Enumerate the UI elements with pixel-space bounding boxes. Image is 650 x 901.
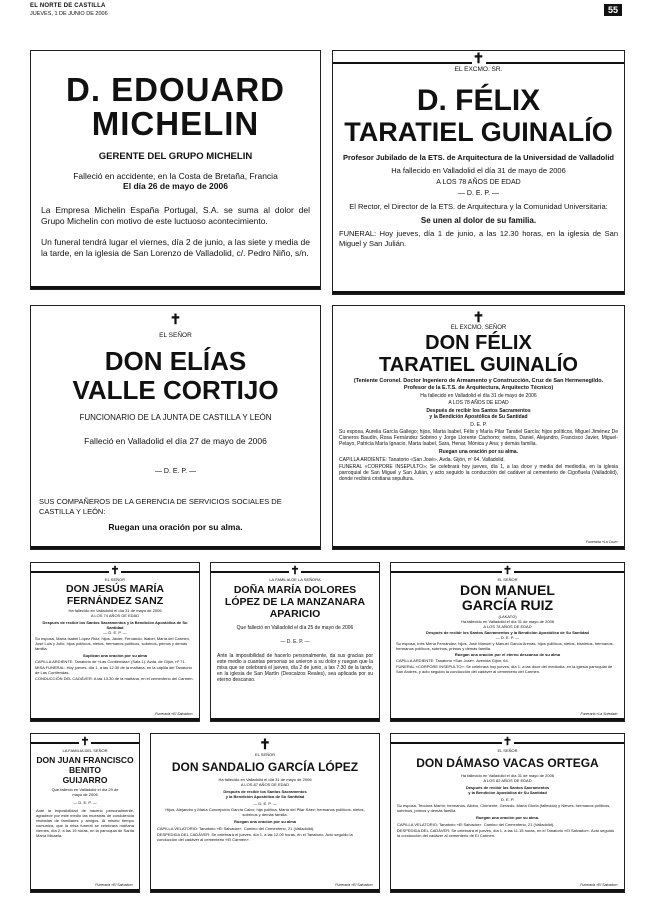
cross-icon: ✝	[502, 736, 513, 748]
death-line1: Falleció en accidente, en la Costa de Bretaña, Francia	[73, 171, 278, 181]
cross-icon: ✝	[502, 565, 513, 577]
rip: — D. E. P. —	[457, 190, 500, 197]
sacraments: Después de recibir los Santos Sacramentos y la Bendición Apostólica de Su Santidad	[42, 620, 188, 630]
death-date: Ha fallecido en Valladolid el día 31 de mayo de 2006	[218, 777, 312, 782]
sacraments-line1: Después de recibir los Santos Sacramentos	[465, 785, 550, 790]
deceased-name-line1: D. FÉLIX	[416, 84, 541, 117]
obituary-benito-guijarro	[30, 733, 140, 893]
prayer-request: Ruegan una oración por el eterno descanso de su alma	[454, 652, 561, 657]
honorific: EL EXCMO. SEÑOR	[450, 325, 507, 331]
honorific: EL SEÑOR	[497, 577, 518, 582]
deceased-name: DON SANDALIO GARCÍA LÓPEZ	[171, 760, 359, 774]
funeral-home-credit: Funeraria «El Salvador»	[580, 883, 618, 887]
publication-date: JUEVES, 1 DE JUNIO DE 2006	[30, 11, 108, 17]
deceased-name-line2: FERNÁNDEZ SANZ	[66, 595, 164, 607]
prayer-request: Ruegan una oración por su alma.	[108, 522, 243, 532]
honorific: EL EXCMO. SR.	[454, 66, 503, 73]
funeral-info: DESPEDIDA DEL CADÁVER: Se celebrará el jueves, día 1, a las 11.15 horas, en el Tanatorio «El Salvador». Acto seguido la conducción del cadáver al cementerio de El Carmen.	[397, 828, 615, 838]
age: A LOS 78 AÑOS DE EDAD	[436, 179, 521, 186]
page-number: 55	[604, 4, 622, 16]
family-list: Su esposa, María Isabel López Ruiz; hijos, Javier, Fernando, Isabel, María del Carmen, José Luis y Julio; hijos políticos, nietos, hermanos políticos, sobrinos, primos y demás familia.	[35, 636, 190, 651]
funeral-home-credit: Funeraria «La Cruz»	[585, 540, 618, 544]
obituary-garcia-ruiz	[390, 562, 625, 722]
obituary-fernandez-sanz	[30, 562, 200, 722]
deceased-name-line2: BENITO	[69, 765, 101, 775]
obituary-valle-cortijo	[30, 305, 321, 550]
rip: — D. E. P. —	[280, 639, 310, 645]
chapel-info: CAPILLA VELATORIO: Tanatorio «El Salvador». Camino del Cementerio, 21 (Valladolid).	[397, 822, 555, 827]
honorific: EL SEÑOR	[497, 748, 518, 753]
deceased-name-line2: TARATIEL GUINALÍO	[344, 117, 613, 147]
prayer-request: Suplican una oración por su alma	[82, 653, 147, 658]
burial-info: CONDUCCIÓN DEL CADÁVER: A las 13.30 de la mañana, en el cementerio del Carmen.	[35, 676, 194, 681]
honorific: EL SEÑOR	[254, 752, 276, 757]
chapel-info: CAPILLA ARDIENTE: Tanatorio de «Las Contiendas» (Sala 1). Avda. de Gijón, nº 71.	[35, 659, 186, 664]
alias: (LAKATO)	[498, 614, 517, 619]
funeral-text: Un funeral tendrá lugar el viernes, día 2 de junio, a las siete y media de la tarde, en la iglesia de San Lorenzo de Valladolid, c/. Pedro Niño, s/n.	[41, 237, 310, 258]
obituary-taratiel-family	[332, 305, 625, 550]
deceased-title: (Teniente Coronel. Doctor Ingeniero de Armamento y Construcción, Cruz de San Hermenegildo. Profesor de la E.T.S. de Arquitectura, Arquitecto Técnico)	[353, 378, 604, 391]
prayer-request: Ruegan una oración por su alma	[233, 819, 296, 824]
funeral-home-credit: Funeraria «El Salvador»	[155, 712, 193, 716]
death-date: Que falleció en Valladolid el día 25 de mayo de 2006	[236, 625, 354, 631]
deceased-title: Profesor Jubilado de la ETS. de Arquitectura de la Universidad de Valladolid	[342, 153, 615, 162]
rip: D. E. P.	[470, 422, 487, 428]
funeral-info: DESPEDIDA DEL CADÁVER: Se celebrará el jueves, día 1, a las 12.00 horas, en el Tanatorio. Acto seguido la conducción del cadáver al cementerio «El Carmen».	[157, 832, 353, 842]
deceased-title: FUNCIONARIO DE LA JUNTA DE CASTILLA Y LEÓN	[79, 413, 272, 422]
condolence-from: SUS COMPAÑEROS DE LA GERENCIA DE SERVICIOS SOCIALES DE CASTILLA Y LEÓN:	[39, 497, 282, 516]
deceased-name-line3: GUIJARRO	[62, 775, 108, 785]
rip: D. E. P.	[500, 797, 515, 802]
cross-icon: ✝	[169, 311, 182, 327]
deceased-title: GERENTE DEL GRUPO MICHELIN	[98, 151, 253, 162]
rip: — D. E. P. —	[154, 468, 197, 475]
sacraments-line1: Después de recibir los Santos Sacramentos	[426, 408, 531, 414]
obituary-sandalio-garcia-lopez	[150, 733, 380, 893]
age: A LOS 87 AÑOS DE EDAD	[240, 782, 290, 787]
obituary-vacas-ortega	[390, 733, 625, 893]
funeral-info: FUNERAL «CORPORE INSEPULTO»: Se celebrará hoy jueves, día 1, a las doce del mediodía, en la iglesia parroquial de San Andrés, y acto seguido la conducción del cadáver al cementerio del Carmen.	[396, 664, 613, 674]
sacraments-line1: Después de recibir los Santos Sacramentos	[223, 789, 307, 794]
death-date: Ha fallecido en Valladolid el día 31 de mayo de 2006	[460, 773, 555, 778]
sacraments-line2: y la Bendición Apostólica de Su Santidad	[429, 414, 528, 420]
publication-name: EL NORTE DE CASTILLA	[30, 3, 106, 9]
deceased-name-line1: D. EDOUARD	[65, 71, 285, 108]
honorific: LA FAMILIA DE LA SEÑORA	[269, 577, 321, 582]
chapel-info: CAPILLA VELATORIO: Tanatorio «El Salvador». Camino del Cementerio, 21 (Valladolid).	[157, 826, 315, 831]
prayer-request: Ruegan una oración por su alma.	[475, 815, 540, 820]
cross-icon: ✝	[472, 309, 485, 325]
condolence-text: Se unen al dolor de su familia.	[420, 216, 537, 225]
funeral-info: FUNERAL «CORPORE INSEPULTO»: Se celebrará hoy jueves, día 1, a las doce y media del mediodía, en la iglesia parroquial de San Miguel y San Julián, y acto seguido la conducción del cadáver al cementerio de Cigoñuela (Valladolid), donde recibirá cristiana sepultura.	[339, 464, 618, 482]
page-header	[30, 3, 622, 19]
honorific: EL SEÑOR	[104, 577, 126, 582]
death-date: Ha fallecido en Valladolid el día 31 de mayo de 2006	[420, 393, 537, 399]
honorific: LA FAMILIA DEL SEÑOR	[62, 748, 108, 753]
deceased-name-line2: LÓPEZ DE LA MANZANARA	[224, 596, 366, 608]
obituary-michelin	[30, 50, 321, 290]
deceased-name-line2: VALLE CORTIJO	[72, 375, 279, 405]
deceased-name-line1: DON ELÍAS	[104, 346, 247, 376]
rip: — D. E. P. —	[103, 630, 127, 635]
thanks-text: Ante la imposibilidad de hacerlo personalmente, agradece por este medio las muestras de condolencia recibidas de familiares y amigos. Al mismo tiempo comunica, que la misa funeral se celebrará mañana viernes, día 2, a las 19 horas, en la parroquia de Santa María Micaela.	[36, 808, 134, 838]
age: A LOS 78 AÑOS DE EDAD	[483, 624, 532, 629]
thanks-text: Ante la imposibilidad de hacerlo personalmente, da sus gracias por este medio a cuantas personas se unieron a su dolor y ruegan que la misa que se celebrará el jueves, día 2 de junio, a las 7.30 de la tarde, en la iglesia de San Martín (Descalzos Reales), sea aplicada por su eterno descanso.	[217, 653, 373, 683]
cross-icon: ✝	[472, 50, 485, 66]
death-date: Ha fallecido en Valladolid el día 31 de mayo de 2006	[391, 166, 566, 175]
family-list: Su esposa, Teodora Martín; hermanos, Albino, Clemente, Gerardo, María Gloria (fallecida) y Nieves; hermanos políticos, sobrinos, primos y demás familia.	[397, 803, 611, 813]
funeral-info: MISA FUNERAL: Hoy jueves, día 1, a las 12.30 de la mañana, en la capilla del Tanatorio de Las Contiendas.	[35, 665, 192, 675]
rip: — D. E. P. —	[253, 801, 277, 806]
cross-icon: ✝	[80, 736, 90, 748]
sacraments-line2: y la Bendición Apostólica de Su Santidad	[468, 790, 547, 795]
family-list: Su esposa, Aurelia García Gallego; hijos, Marta Isabel, Félix y María Pilar Taratiel García; hijos políticos, Miguel Jiménez De Cisneros Baudín, Rosa Fernández Sobrino y Jorge Llorente Cachorro; nietos, Daniel, Alejandro, Francisco Javier, Miguel-Pelayo, Patricia María Ignacio, Marta Isabel, Sara, Henar, Mónica y Ana; y demás familia.	[339, 429, 618, 447]
chapel-info: CAPILLA ARDIENTE: Tanatorio «San José». Avenida Gijón, 64.	[396, 658, 509, 663]
obituary-lopez-manzanara	[210, 562, 380, 722]
age: A LOS 74 AÑOS DE EDAD	[90, 613, 140, 618]
deceased-name-line1: DON JUAN FRANCISCO	[36, 755, 134, 765]
rip: — D. E. P. —	[495, 635, 520, 640]
age: A LOS 82 AÑOS DE EDAD	[483, 778, 532, 783]
rip: — D. E. P. —	[73, 800, 97, 805]
deceased-name-line2: GARCÍA RUIZ	[461, 597, 554, 613]
deceased-name-line1: DON JESÚS MARÍA	[65, 583, 164, 595]
funeral-home-credit: Funeraria «La Soledad»	[580, 712, 618, 716]
deceased-name: DON DÁMASO VACAS ORTEGA	[416, 756, 599, 770]
death-date: Que falleció en Valladolid el día 29 de mayo de 2006	[51, 787, 119, 797]
family-list: Su esposa, Inés Mena Fernández; hijos, José Manuel y Manuel García Arenas; hijos políticos, nietos, bisnietos, hermanos, hermanos políticos, sobrinos, primos y demás familia.	[396, 641, 614, 651]
sacraments: Después de recibir los Santos Sacramentos y la Bendición Apostólica de Su Santidad	[425, 630, 589, 635]
honorific: EL SEÑOR	[159, 332, 192, 339]
cross-icon: ✝	[259, 736, 271, 752]
condolence-text: La Empresa Michelin España Portugal, S.A. se suma al dolor del Grupo Michelin con motivo de este luctuoso acontecimiento.	[41, 205, 310, 226]
prayer-request: Ruegan una oración por su alma.	[439, 449, 518, 455]
condolence-from: El Rector, el Director de la ETS. de Arquitectura y la Comunidad Universitaria:	[349, 202, 608, 211]
death-date: Ha fallecido en Valladolid el día 31 de mayo de 2006	[68, 608, 162, 613]
cross-icon: ✝	[110, 565, 120, 577]
sacraments-line2: y la Bendición Apostólica de Su Santidad	[225, 794, 305, 799]
deceased-name-line1: DON MANUEL	[460, 582, 555, 598]
family-list: Hijos, Alejandro y María Concepción García Calvo; hija política, María del Pilar Sáez; hermanos políticos, nietos, sobrinos y demás familia.	[165, 807, 365, 817]
deceased-name-line1: DOÑA MARÍA DOLORES	[233, 584, 357, 596]
deceased-name-line1: DON FÉLIX	[425, 332, 532, 354]
death-line2: El día 26 de mayo de 2006	[123, 181, 228, 191]
funeral-home-credit: Funeraria «El Salvador»	[95, 883, 133, 887]
death-date: Ha fallecido en Valladolid el día 31 de mayo de 2006	[460, 619, 555, 624]
obituary-taratiel-university	[332, 50, 625, 295]
funeral-text: FUNERAL: Hoy jueves, día 1 de junio, a las 12.30 horas, en la iglesia de San Miguel y San Julián.	[339, 229, 618, 248]
deceased-name-line3: APARICIO	[269, 608, 321, 620]
funeral-home-credit: Funeraria «El Salvador»	[335, 883, 373, 887]
chapel-info: CAPILLA ARDIENTE: Tanatorio «San José». Avda. Gijón, nº 64. Valladolid.	[339, 457, 505, 463]
age: A LOS 78 AÑOS DE EDAD	[448, 400, 509, 406]
death-date: Falleció en Valladolid el día 27 de mayo de 2006	[84, 436, 267, 446]
deceased-name-line2: TARATIEL GUINALÍO	[379, 354, 578, 376]
cross-icon: ✝	[290, 565, 300, 577]
deceased-name-line2: MICHELIN	[91, 105, 260, 142]
